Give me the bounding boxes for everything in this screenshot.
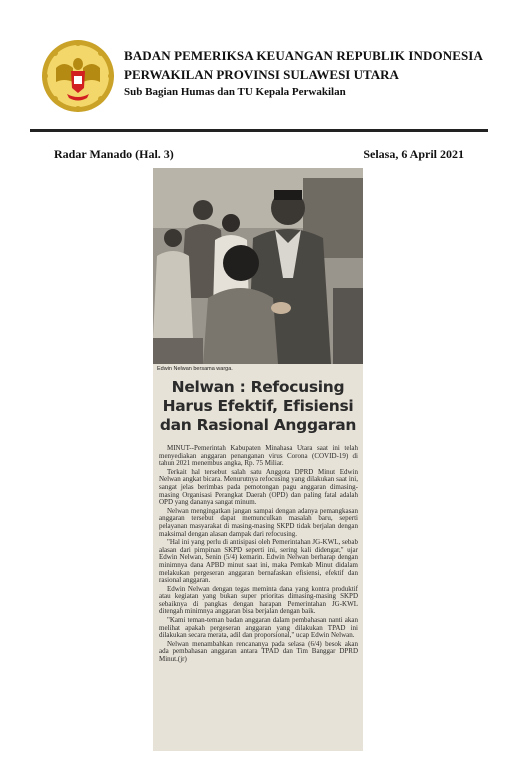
org-name: BADAN PEMERIKSA KEUANGAN REPUBLIK INDONESIA [124,48,483,63]
article-body [159,445,358,749]
garuda-emblem-icon [40,38,116,114]
headline-line-1: Nelwan : Refocusing [171,378,345,396]
clipping-date: Selasa, 6 April 2021 [363,147,464,161]
article-headline [153,378,363,435]
headline-line-3: dan Rasional Anggaran [159,416,357,434]
article-paragraph: "Hal ini yang perlu di antisipasi oleh Pemerintahan JG-KWL, sebab alasan dari pimpinan SKPD seperti ini, sering kali didengar," ujar Edwin Nelwan, Senin (5/4) kemarin. Edwin Nelwan berharap dengan minimnya dana APBD minut saat ini, maka Pemkab Minut didalam melakukan pergeseran anggaran bernafaskan efisiensi, efektif dan rasional anggaran. [159,538,358,585]
headline-line-2: Harus Efektif, Efisiensi [162,397,354,415]
header-divider [30,129,488,132]
article-paragraph: Edwin Nelwan dengan tegas meminta dana yang kontra produktif atau kegiatan yang bukan super prioritas dimasing-masing SKPD sebaiknya di pangkas dengan harapan Pemerintahan JG-KWL ditengah minimnya anggaran bisa berjalan dengan baik. [159,584,358,616]
org-branch: PERWAKILAN PROVINSI SULAWESI UTARA [124,67,399,82]
photo-caption: Edwin Nelwan bersama warga. [157,366,233,372]
article-paragraph: "Kami teman-teman badan anggaran dalam pembahasan nanti akan melihat apakah pergeseran anggaran yang dilakukan TPAD ini dilakukan secara merata, adil dan proporsional," ucap Edwin Nelwan. [159,616,358,640]
bpk-emblem [40,38,116,114]
clipping-source: Radar Manado (Hal. 3) [54,147,174,161]
article-paragraph: Nelwan mengingatkan jangan sampai dengan adanya pemangkasan anggaran tersebut dapat memunculkan masalah baru, seperti pelayanan masyarakat di masing-masing SKPD tidak berjalan dengan maksimal dengan alasan dampak dari refocusing. [159,506,358,538]
article-paragraph: Nelwan menambahkan rencananya pada selasa (6/4) besok akan ada pembahasan anggaran antara TPAD dan Tim Banggar DPRD Minut.(jr) [159,639,358,664]
organization-header [124,48,509,98]
article-photo [153,168,363,364]
org-subdivision: Sub Bagian Humas dan TU Kepala Perwakilan [124,86,346,98]
article-paragraph: Terkait hal tersebut salah satu Anggota DPRD Minut Edwin Nelwan angkat bicara. Menurutnya refocusing yang dilakukan saat ini, sangat jelas berimbas pada pemotongan pagu anggaran dimasing-masing Organisasi Perangkat Daerah (OPD) dan paling fatal adalah OPD yang dananya sangat minum. [159,467,358,507]
news-clipping [153,168,363,751]
article-paragraph: MINUT--Pemerintah Kabupaten Minahasa Utara saat ini telah menyediakan anggaran penanganan virus Corona (COVID-19) di tahun 2021 menembus angka, Rp. 75 Miliar. [159,445,358,468]
